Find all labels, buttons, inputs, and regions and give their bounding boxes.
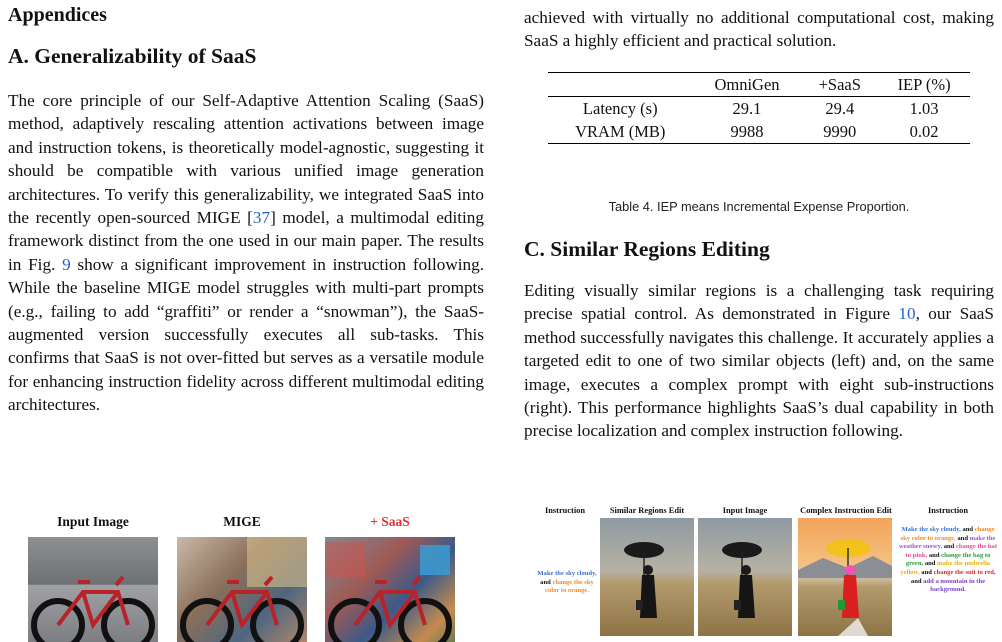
- fig10-header-similar: Similar Regions Edit: [609, 506, 685, 515]
- cost-table: [548, 72, 970, 144]
- table-cell: 9988: [730, 122, 764, 141]
- section-a-paragraph: [8, 89, 484, 417]
- woman-umbrella-figure: [600, 518, 694, 636]
- bicycle-icon: [325, 537, 455, 642]
- fig10-input-image: [698, 518, 792, 636]
- section-a-text-2: ] model, a multimodal editing framework distinct from the one used in our main paper. The results in Fig.: [8, 208, 484, 274]
- fig10-similar-regions-image: [600, 518, 694, 636]
- instr-fragment: Make the sky: [537, 570, 576, 577]
- instr-fragment: and: [960, 526, 975, 533]
- instr-fragment: change sky color to orange,: [900, 526, 995, 542]
- instr-fragment: and: [919, 568, 934, 576]
- instr-fragment: cloudy,: [576, 570, 597, 577]
- woman-umbrella-figure: [798, 518, 892, 636]
- table-header-empty: [548, 73, 693, 97]
- fig9-mige-image: [177, 537, 307, 642]
- fig9-input-image: [28, 537, 158, 642]
- table-cell: 1.03: [909, 99, 939, 118]
- fig10-header-instruction-left: Instruction: [544, 506, 586, 515]
- bicycle-icon: [177, 537, 307, 642]
- fig10-header-input: Input Image: [722, 506, 768, 515]
- right-column-continued-text: achieved with virtually no additional computational cost, making SaaS a highly efficient and practical solution.: [524, 8, 994, 51]
- instr-fragment: Make the sky cloudy,: [901, 526, 961, 533]
- section-c-text-2: , our SaaS method successfully navigates this challenge. It accurately applies a targeted edit to one of two similar objects (left) and, on the same image, executes a complex prompt with eight sub-instructions (right). This performance highlights SaaS’s dual capability in both precise localization and complex instruction following.: [524, 304, 994, 441]
- fig10-right-instruction: [898, 526, 998, 595]
- section-c-paragraph: [524, 279, 994, 443]
- appendices-heading: Appendices: [8, 4, 107, 26]
- table-cell: 0.02: [909, 122, 939, 141]
- figure-9-link[interactable]: 9: [62, 254, 71, 274]
- fig10-complex-edit-image: [798, 518, 892, 636]
- fig9-label-mige: MIGE: [223, 514, 261, 529]
- instr-fragment: and: [957, 534, 970, 542]
- instr-fragment: and: [910, 577, 924, 585]
- fig9-label-input: Input Image: [57, 514, 129, 529]
- fig9-saas-image: [325, 537, 455, 642]
- table-row: [548, 120, 970, 144]
- table-cell: 9990: [823, 122, 857, 141]
- table-row: [548, 97, 970, 121]
- table-caption: Table 4. IEP means Incremental Expense Proportion.: [608, 199, 910, 214]
- instr-fragment: and: [943, 543, 956, 551]
- bicycle-icon: [28, 537, 158, 642]
- fig9-label-saas: + SaaS: [370, 514, 410, 529]
- table-cell: VRAM (MB): [575, 122, 666, 141]
- table-cell: 29.1: [732, 99, 762, 118]
- section-a-title: A. Generalizability of SaaS: [8, 44, 257, 68]
- figure-10-link[interactable]: 10: [898, 304, 916, 324]
- table-header-omnigen: OmniGen: [693, 73, 802, 97]
- fig10-header-complex: Complex Instruction Edit: [800, 506, 892, 515]
- instr-fragment: and: [540, 578, 553, 586]
- section-c-title: C. Similar Regions Editing: [524, 237, 770, 261]
- fig10-left-instruction: [536, 570, 598, 596]
- citation-link-37[interactable]: 37: [252, 208, 271, 228]
- instr-fragment: make the umbrella yellow,: [900, 560, 991, 576]
- instr-fragment: change the suit to red,: [933, 568, 996, 576]
- instr-fragment: add a mountain in the background.: [923, 577, 986, 594]
- table-header-saas: +SaaS: [801, 73, 878, 97]
- instr-fragment: make the weather snowy,: [898, 534, 996, 551]
- table-header-iep: IEP (%): [878, 73, 970, 97]
- instr-fragment: change the bag to green,: [905, 551, 991, 568]
- section-c-text-1: Editing visually similar regions is a challenging task requiring precise spatial control. As demonstrated in Figure: [524, 281, 994, 324]
- instr-fragment: and: [924, 560, 938, 568]
- instr-fragment: change the hat to pink,: [905, 543, 998, 559]
- fig10-header-instruction-right: Instruction: [927, 506, 969, 515]
- section-a-text-3: show a significant improvement in instruction following. While the baseline MIGE model struggles with multi-part prompts (e.g., failing to add “graffiti” or render a “snowman”), the SaaS-augmented version successfully executes all sub-tasks. This confirms that SaaS is not over-fitted but serves as a versatile module for enhancing instruction fidelity across different multimodal editing architectures.: [8, 254, 484, 415]
- table-cell: Latency (s): [582, 99, 658, 118]
- table-cell: 29.4: [825, 99, 855, 118]
- instr-fragment: and: [928, 551, 942, 559]
- section-a-text-1: The core principle of our Self-Adaptive Attention Scaling (SaaS) method, adaptively rescaling attention activations between image and instruction tokens, is theoretically model-agnostic, suggesting it should be compatible with various unified image generation architectures. To verify this generalizability, we integrated SaaS into the recently open-sourced MIGE [: [8, 91, 484, 228]
- instr-fragment: change the sky color to orange.: [544, 578, 594, 595]
- woman-umbrella-figure: [698, 518, 792, 636]
